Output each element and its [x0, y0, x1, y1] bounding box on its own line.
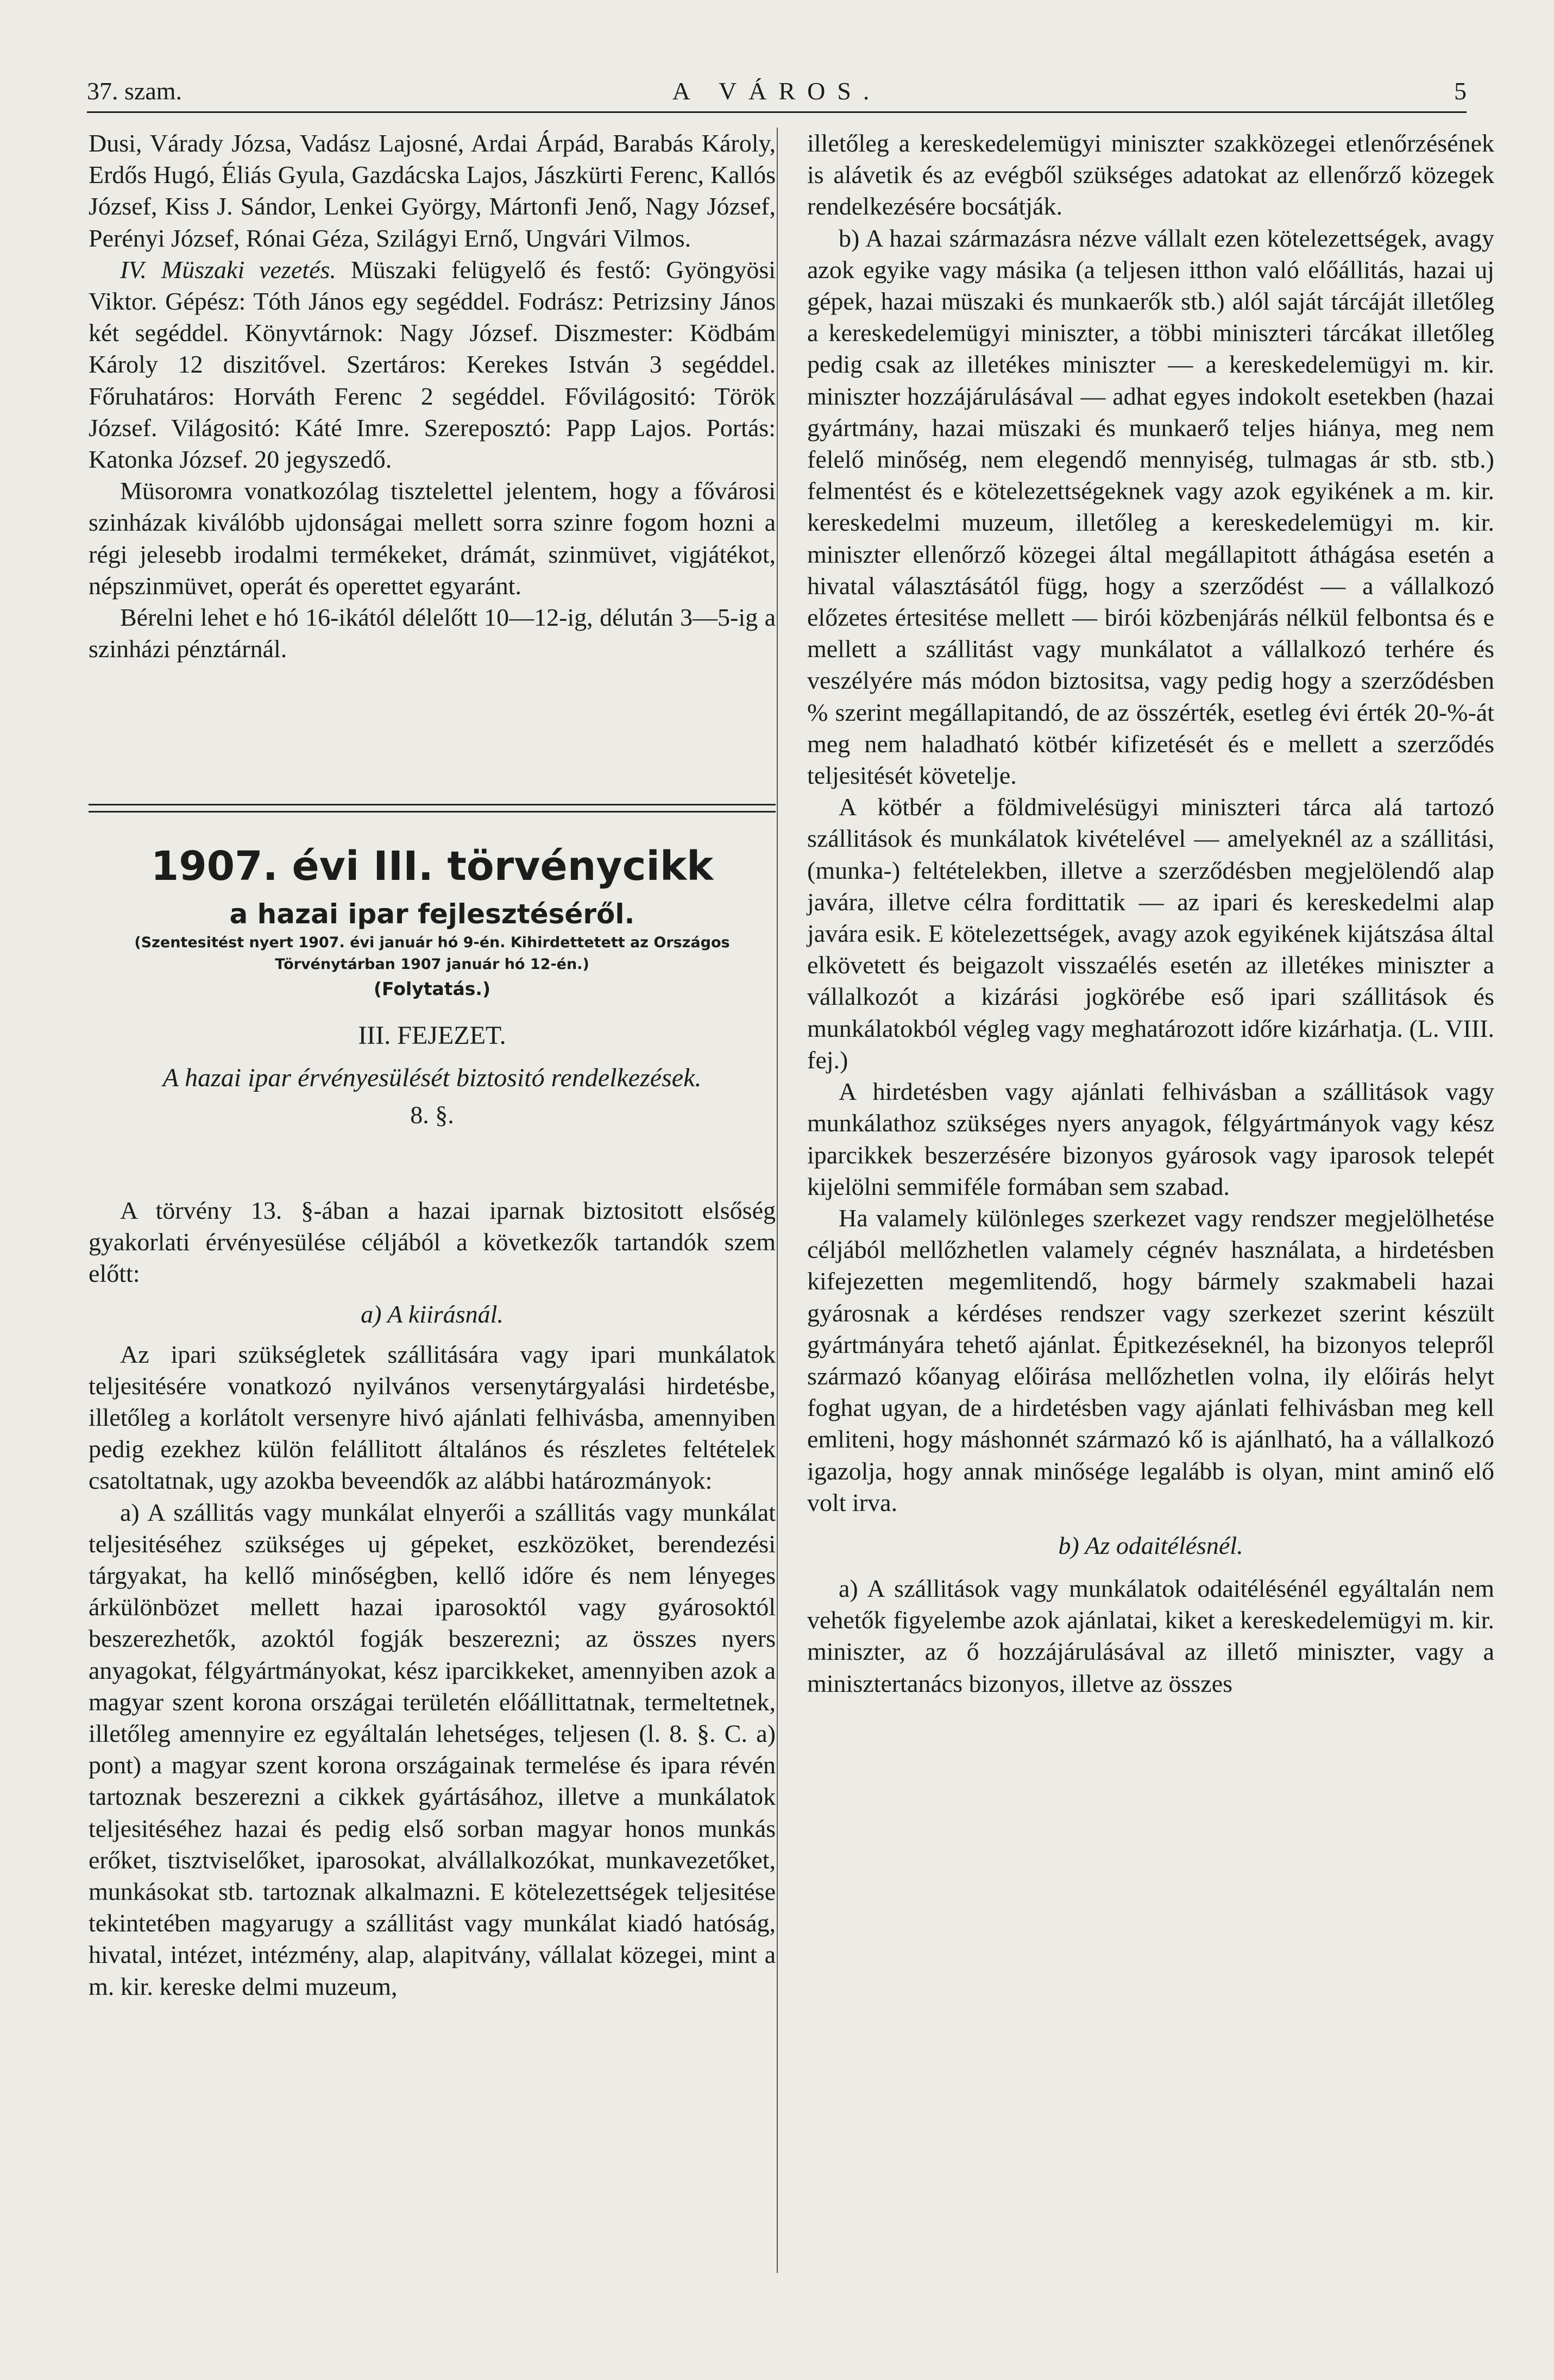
program-paragraph: Müsorомra vonatkozólag tisztelettel jelentem, hogy a fővárosi szinházak kiválóbb ujdonságai mellett sorra szinre fogom hozni a régi jelesebb irodalmi termékeket, drámát, szinmüvet, vigjátékot, népszinmüvet, operát és operettet egyaránt. [89, 477, 776, 600]
subheading-b: b) Az odaitélésnél. [1058, 1531, 1243, 1559]
law-sanction-note: (Szentesitést nyert 1907. évi január hó 9-én. Kihirdettetett az Országos Törvénytárban 1907 január hó 12-én.) [134, 934, 730, 973]
chapter-heading: III. FEJEZET. [358, 1021, 506, 1050]
technical-text: Müszaki felügyelő és festő: Gyöngyösi Viktor. Gépész: Tóth János egy segéddel. Fodrász: Petrizsiny János két segéddel. Könyvtárnok: Nagy József. Diszmester: Ködbám Károly 12 diszitővel. Szertáros: Kerekes István 3 segéddel. Főruhatáros: Horváth Ferenc 2 segéddel. Fővilágositó: Török József. Világositó: Káté Imre. Szereposztó: Papp Lajos. Portás: Katonka József. 20 jegyszedő. [89, 255, 776, 474]
chapter-title: A hazai ipar érvényesülését biztositó rendelkezések. [162, 1063, 702, 1092]
masthead-title: A VÁROS. [672, 77, 882, 105]
page-number: 5 [1454, 77, 1467, 105]
technical-label: IV. Müszaki vezetés. [120, 255, 336, 284]
technical-staff [89, 254, 776, 475]
page-header [87, 70, 1467, 113]
column-divider [777, 128, 778, 2273]
section-double-rule [89, 804, 776, 813]
right-paragraph-6: a) A szállitások vagy munkálatok odaitélésénél egyáltalán nem vehetők figyelembe azok ajánlatai, kiket a kereskedelemügyi m. kir. miniszter, az ő hozzájárulásával az illető miniszter, vagy a minisztertanács bizonyos, illetve az összes [807, 1574, 1494, 1697]
law-title: 1907. évi III. törvénycikk [150, 843, 714, 890]
left-column-law-text [89, 1195, 776, 2003]
law-subtitle: a hazai ipar fejlesztéséről. [229, 898, 635, 930]
section-mark: 8. §. [410, 1101, 454, 1129]
header-rule [87, 111, 1467, 113]
right-paragraph-4: A hirdetésben vagy ajánlati felhivásban a szállitások vagy munkálathoz szükséges nyers anyagok, félgyártmányok vagy kész iparcikkek beszerzésére bizonyos gyárosok vagy iparosok telepét kijelölni semmiféle formában sem szabad. [807, 1078, 1494, 1200]
law-heading-block [89, 836, 776, 1134]
law-paragraph-2: a) A szállitás vagy munkálat elnyerői a szállitás vagy munkálat teljesitéséhez szükséges uj gépeket, eszközöket, berendezési tárgyakat, ha kellő minőségben, kellő időre és nem lényeges árkülönbözet mellett hazai iparosoktól vagy gyárosoktól beszerezhetők, azoktól fogják beszerezni; az összes nyers anyagokat, félgyártmányokat, kész iparcikkeket, amennyiben azok a magyar szent korona országai területén előállittatnak, termeltetnek, illetőleg amennyire ez egyáltalán lehetséges, teljesen (l. 8. §. C. a) pont) a magyar szent korona országainak termelése és ipara révén tartoznak beszerezni a cikkek gyártásához, illetve a munkálatok teljesitéséhez hazai és pedig első sorban magyar honos munkás erőket, tisztviselőket, iparosokat, alvállalkozókat, munkavezetőket, munkásokat stb. tartoznak alkalmazni. E kötelezettségek teljesitése tekintetében magyarugy a szállitást vagy munkálat kiadó hatóság, hivatal, intézet, intézmény, alap, alapitvány, vállalat közegei, mint a m. kir. kereske delmi muzeum, [89, 1498, 776, 2000]
cast-names: Dusi, Várady Józsa, Vadász Lajosné, Ardai Árpád, Barabás Károly, Erdős Hugó, Éliás Gyula, Gazdácska Lajos, Jászkürti Ferenc, Kallós József, Kiss J. Sándor, Lenkei György, Mártonfi Jenő, Nagy József, Perényi József, Rónai Géza, Szilágyi Ernő, Ungvári Vilmos. [89, 129, 776, 252]
law-paragraph-1: Az ipari szükségletek szállitására vagy ipari munkálatok teljesitésére vonatkozó nyilvános versenytárgyalási hirdetésbe, illetőleg a korlátolt versenyre hivó ajánlati felhivásba, amennyiben pedig ezekhez külön felállitott általános és részletes feltételek csatoltatnak, ugy azokba beveendők az alábbi határozmányok: [89, 1340, 776, 1495]
right-column [807, 128, 1494, 1699]
right-paragraph-1: illetőleg a kereskedelemügyi miniszter szakközegei etlenőrzésének is alávetik és az evégből szükséges adatokat az ellenőrző közegek rendelkezésére bocsátják. [807, 129, 1494, 221]
right-paragraph-3: A kötbér a földmivelésügyi miniszteri tárca alá tartozó szállitások és munkálatok kivételével — amelyeknél az a szállitási, (munka-) feltételekben, illetve a szerződésben megjelölendő alap javára, illetve célra fordittatik — az ipari és kereskedelmi alap javára esik. E kötelezettségek, avagy azok egyikének kijátszása által elkövetett és beigazolt visszaélés esetén az illetékes miniszter a vállalkozót a kizárási jogkörébe eső ipari szállitások és munkálatokból végleg vagy meghatározott időre kizárhatja. (L. VIII. fej.) [807, 793, 1494, 1074]
right-paragraph-2: b) A hazai származásra nézve vállalt ezen kötelezettségek, avagy azok egyike vagy másika (a teljesen itthon való előállitás, hazai uj gépek, hazai müszaki és munkaerők stb.) alól saját tárcáját illetőleg a kereskedelemügyi miniszter, a többi miniszteri tárcákat illetőleg pedig csak az illetékes miniszter — a kereskedelemügyi m. kir. miniszter hozzájárulásával — adhat egyes indokolt esetekben (hazai gyártmány, hazai müszaki és munkaerő teljes hiánya, meg nem felelő minőség, nem elegendő mennyiség, tulmagas ár stb. stb.) felmentést és e kötelezettségeknek vagy azok egyikének a m. kir. kereskedelmi muzeum, illetőleg a kereskedelemügyi m. kir. miniszter ellenőrző közegei által megállapitott áthágása esetén a hivatal választásától függ, hogy a szerződést — a vállalkozó előzetes értesitése mellett — birói közbenjárás nélkül felbontsa és e mellett a szállitást vagy munkálatot a vállalkozó terhére és veszélyére más módon biztositsa, vagy pedig hogy a szerződésben % szerint megállapitandó, de az összérték, esetleg évi érték 20-%-át meg nem haladható kötbér kifizetését és e mellett a szerződés teljesitését követelje. [807, 224, 1494, 790]
left-column-top [89, 128, 776, 665]
rent-paragraph: Bérelni lehet e hó 16-ikától délelőtt 10—12-ig, délután 3—5-ig a szinházi pénztárnál. [89, 603, 776, 663]
law-intro: A törvény 13. §-ában a hazai iparnak biztositott elsőség gyakorlati érvényesülése céljából a következők tartandók szem előtt: [89, 1197, 776, 1288]
right-paragraph-5: Ha valamely különleges szerkezet vagy rendszer megjelölhetése céljából mellőzhetlen valamely cégnév használata, a hirdetésben kifejezetten megemlitendő, hogy bármely szakmabeli hazai gyárosnak a kérdéses rendszer vagy szerkezet szerint készült gyártmányára tehető ajánlat. Épitkezéseknél, ha bizonyos telepről származó kőanyag előirása mellőzhetlen volna, ily előirás helyt foghat ugyan, de a hirdetésben vagy ajánlati felhivásban meg kell emliteni, hogy máshonnét származó kő is ajánlható, ha a vállalkozó igazolja, hogy annak minősége legalább is olyan, mint aminő elő volt irva. [807, 1204, 1494, 1516]
issue-number: 37. szam. [87, 77, 183, 105]
continued-label: (Folytatás.) [373, 978, 491, 999]
subheading-a: a) A kiirásnál. [361, 1300, 504, 1328]
